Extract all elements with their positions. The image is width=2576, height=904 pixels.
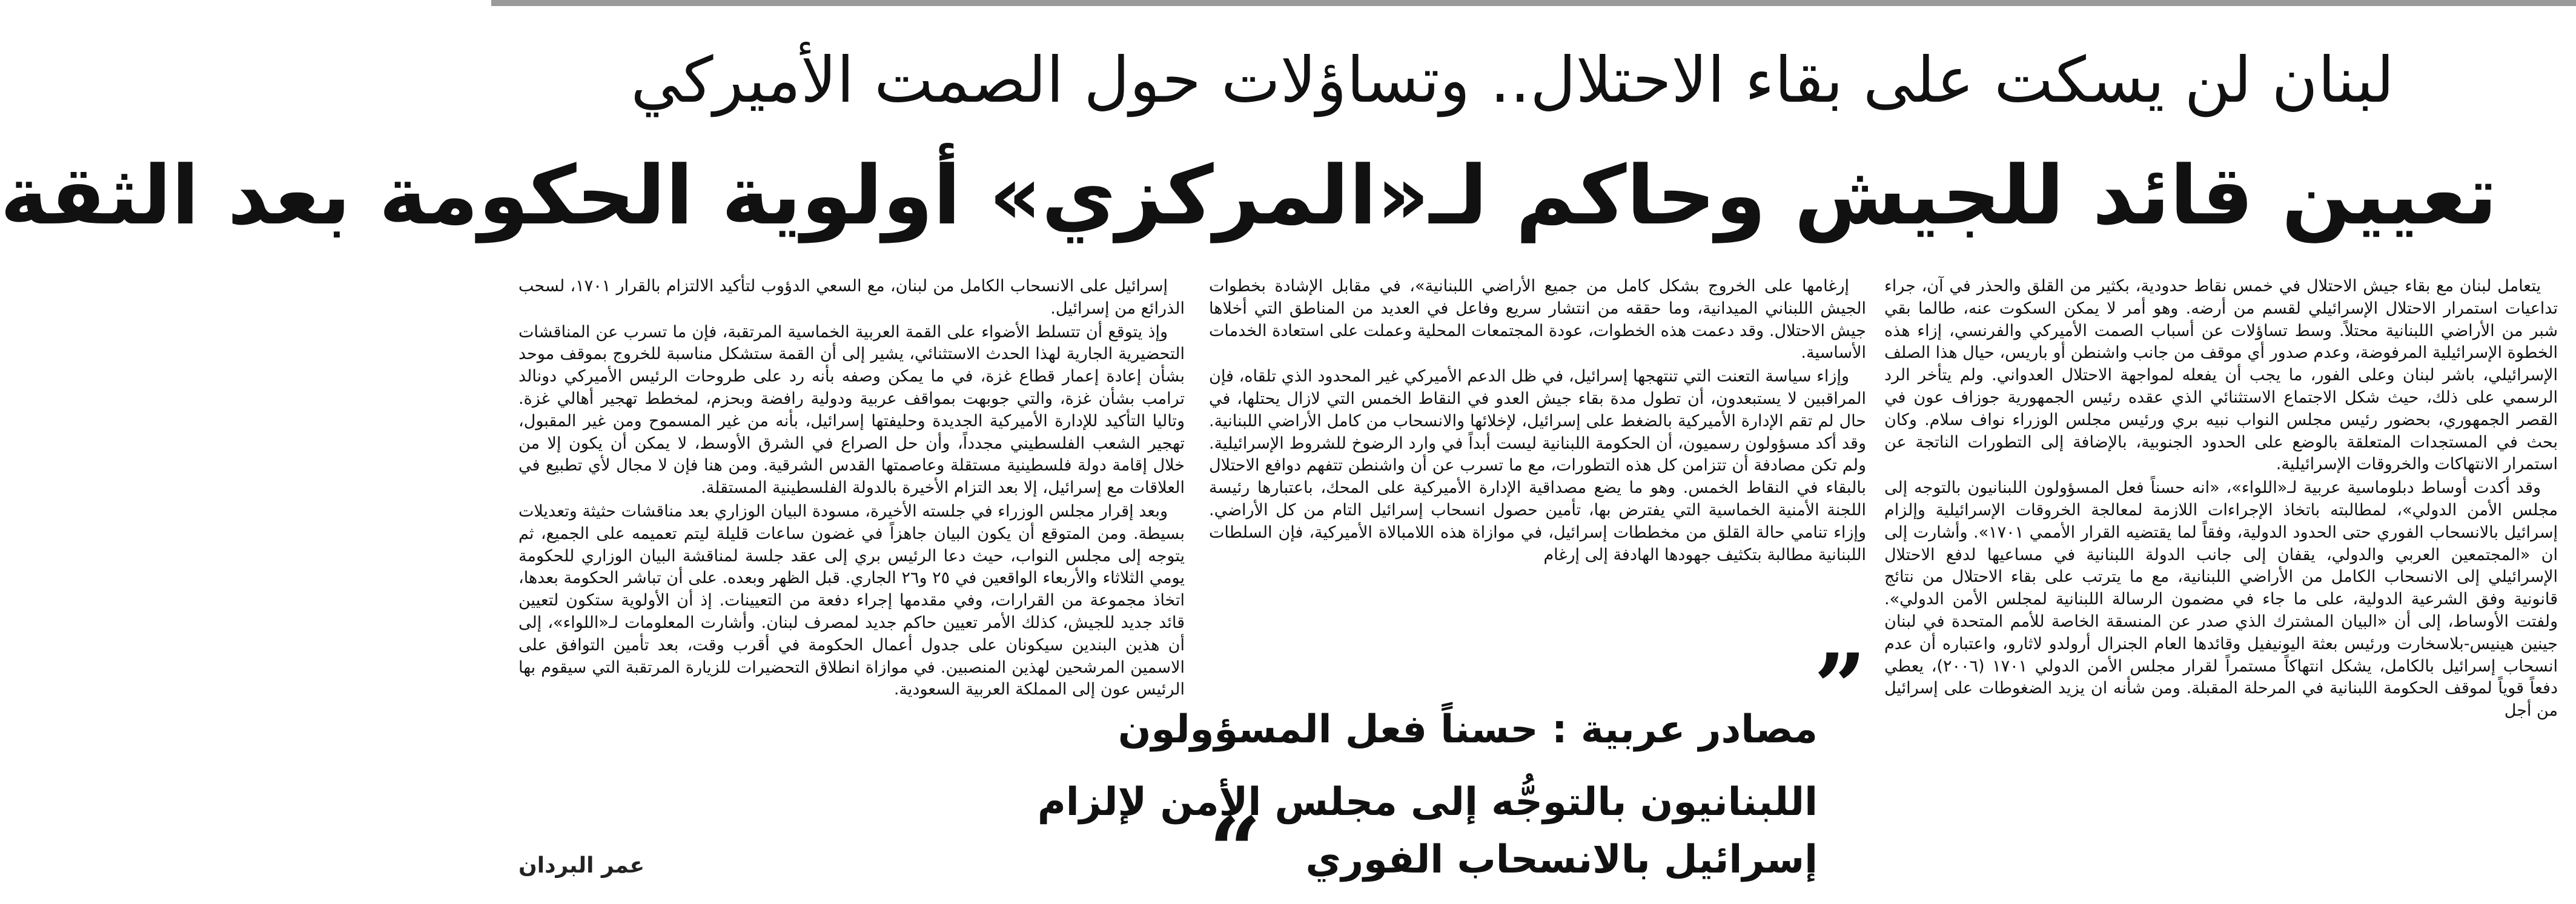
quote-close-icon: “	[1209, 797, 1262, 904]
paragraph: وقد أكدت أوساط دبلوماسية عربية لـ«اللواء»، «انه حسناً فعل المسؤولون اللبنانيون بالتوجه إلى مجلس الأمن الدولي»، لمطالبته باتخاذ الإجراءات اللازمة لمعالجة الخروقات الإسرائيلية وإلزام إسرائيل بالانسحاب الفوري حتى الحدود الدولية، وفقاً لما يقتضيه القرار الأممي ١٧٠١». وأشارت إلى ان «المجتمعين العربي والدولي، يقفان إلى جانب الدولة اللبنانية في مساعيها لدفع الاحتلال الإسرائيلي إلى الانسحاب الكامل من الأراضي اللبنانية، مع ما يترتب على بقاء الاحتلال من نتائج قانونية وفق الشرعية الدولية، على ما جاء في مضمون الرسالة اللبنانية لمجلس الأمن الدولي». ولفتت الأوساط، إلى أن «البيان المشترك الذي صدر عن المنسقة الخاصة للأمم المتحدة في لبنان جينين هينيس-بلاسخارت ورئيس بعثة اليونيفيل وقائدها العام الجنرال أرولدو لاثارو، واعتباره أن عدم انسحاب إسرائيل بالكامل، يشكل انتهاكاً مستمراً لقرار مجلس الأمن الدولي ١٧٠١ (٢٠٠٦)، يعطي دفعاً قوياً لموقف الحكومة اللبنانية في المرحلة المقبلة. ومن شأنه ان يزيد الضغوطات على إسرائيل من أجل	[1884, 478, 2558, 721]
paragraph: يتعامل لبنان مع بقاء جيش الاحتلال في خمس نقاط حدودية، بكثير من القلق والحذر في آن، جراء تداعيات استمرار الاحتلال الإسرائيلي لقسم من أرضه. وهو أمر لا يمكن السكوت عنه، طالما بقي شبر من الأراضي اللبنانية محتلاً. وسط تساؤلات عن أسباب الصمت الأميركي والفرنسي، إزاء هذه الخطوة الإسرائيلية المرفوضة، وعدم صدور أي موقف من جانب واشنطن أو باريس، حيال هذا الصلف الإسرائيلي، باشر لبنان وعلى الفور، ما يجب أن يفعله لمواجهة الاحتلال العدواني. ولم يتأخر الرد الرسمي على ذلك، حيث شكل الاجتماع الاستثنائي الذي عقده رئيس الجمهورية جوزاف عون في القصر الجمهوري، بحضور رئيس مجلس النواب نبيه بري ورئيس مجلس الوزراء نواف سلام. وكان بحث في المستجدات المتعلقة بالوضع على الحدود الجنوبية، بالإضافة إلى التطورات الناتجة عن استمرار الانتهاكات والخروقات الإسرائيلية.	[1884, 277, 2558, 474]
pull-quote-line: مصادر عربية : حسناً فعل المسؤولون	[1117, 707, 1818, 752]
quote-open-icon: ”	[1813, 634, 1866, 741]
article-column-3	[518, 275, 1185, 845]
paragraph: وبعد إقرار مجلس الوزراء في جلسته الأخيرة، مسودة البيان الوزاري بعد مناقشات حثيثة وتعديلات بسيطة. ومن المتوقع أن يكون البيان جاهزاً في غضون ساعات قليلة ليتم تعميمه على الجميع، ثم يتوجه إلى مجلس النواب، حيث دعا الرئيس بري إلى عقد جلسة لمناقشة البيان الوزاري للحكومة يومي الثلاثاء والأربعاء الواقعين في ٢٥ و٢٦ الجاري. قبل الظهر وبعده. على أن تباشر الحكومة بعدها، اتخاذ مجموعة من القرارات، وفي مقدمها إجراء دفعة من التعيينات. إذ أن الأولوية ستكون لتعيين قائد جديد للجيش، كذلك الأمر تعيين حاكم جديد لمصرف لبنان. وأشارت المعلومات لـ«اللواء»، إلى أن هذين البندين سيكونان على جدول أعمال الحكومة في أقرب وقت، بعد تأمين التوافق على الاسمين المرشحين لهذين المنصبين. في موازاة انطلاق التحضيرات للزيارة المرتقبة التي سيقوم بها الرئيس عون إلى المملكة العربية السعودية.	[518, 501, 1185, 699]
kicker-headline: لبنان لن يسكت على بقاء الاحتلال.. وتساؤلات حول الصمت الأميركي	[631, 43, 2394, 117]
article-column-2	[1209, 275, 1866, 612]
pull-quote-line: اللبنانيون بالتوجُّه إلى مجلس الأمن لإلزام	[1037, 780, 1818, 825]
paragraph: وإزاء سياسة التعنت التي تنتهجها إسرائيل، في ظل الدعم الأميركي غير المحدود الذي تلقاه، فإن المراقبين لا يستبعدون، أن تطول مدة بقاء جيش العدو في النقاط الخمس التي لازال يحتلها، في حال لم تقم الإدارة الأميركية بالضغط على إسرائيل، لإخلائها والانسحاب من كامل الأراضي اللبنانية. وقد أكد مسؤولون رسميون، أن الحكومة اللبنانية ليست أبداً في وارد الرضوخ للشروط الإسرائيلية. ولم تكن مصادفة أن تتزامن كل هذه التطورات، مع ما تسرب عن أن واشنطن تتفهم دوافع الاحتلال بالبقاء في النقاط الخمس. وهو ما يضع مصداقية الإدارة الأميركية على المحك، باعتبارها رئيسة اللجنة الأمنية الخماسية التي يفترض بها، تأمين حصول انسحاب إسرائيل التام من كل الأراضي. وإزاء تنامي حالة القلق من مخططات إسرائيل، في موازاة هذه اللامبالاة الأميركية، فإن السلطات اللبنانية مطالبة بتكثيف جهودها الهادفة إلى إرغام	[1209, 367, 1866, 564]
paragraph: إسرائيل على الانسحاب الكامل من لبنان، مع السعي الدؤوب لتأكيد الالتزام بالقرار ١٧٠١، لسحب الذرائع من إسرائيل.	[518, 277, 1185, 318]
top-rule	[491, 0, 2576, 6]
article-column-1	[1884, 275, 2558, 881]
paragraph: إرغامها على الخروج بشكل كامل من جميع الأراضي اللبنانية»، في مقابل الإشادة بخطوات الجيش اللبناني الميدانية، وما حققه من انتشار سريع وفاعل في العديد من المناطق التي أخلاها جيش الاحتلال. وقد دعمت هذه الخطوات، عودة المجتمعات المحلية وعملت على استعادة الخدمات الأساسية.	[1209, 277, 1866, 363]
main-headline: تعيين قائد للجيش وحاكم لـ«المركزي» أولوية الحكومة بعد الثقة	[0, 148, 2497, 243]
pull-quote	[1037, 634, 1866, 904]
pull-quote-line: إسرائيل بالانسحاب الفوري	[1305, 837, 1818, 882]
author-byline: عمر البردان	[518, 853, 645, 878]
paragraph: وإذ يتوقع أن تتسلط الأضواء على القمة العربية الخماسية المرتقبة، فإن ما تسرب عن المناقشات التحضيرية الجارية لهذا الحدث الاستثنائي، يشير إلى أن القمة ستشكل مناسبة للخروج بموقف موحد بشأن إعادة إعمار قطاع غزة، في ما يمكن وصفه بأنه رد على طروحات الرئيس الأميركي دونالد ترامب بشأن غزة، والتي جوبهت بمواقف عربية ودولية رافضة وبحزم، لمخطط تهجير أهالي غزة. وتاليا التأكيد للإدارة الأميركية الجديدة وحليفتها إسرائيل، بأنه من غير المسموح ومن غير المقبول، تهجير الشعب الفلسطيني مجدداً، وأن حل الصراع في الشرق الأوسط، لا يمكن أن يكون إلا من خلال إقامة دولة فلسطينية مستقلة وعاصمتها القدس الشرقية. ومن هنا فإن لا مجال لأي تطبيع في العلاقات مع إسرائيل، إلا بعد التزام الأخيرة بالدولة الفلسطينية المستقلة.	[518, 322, 1185, 498]
